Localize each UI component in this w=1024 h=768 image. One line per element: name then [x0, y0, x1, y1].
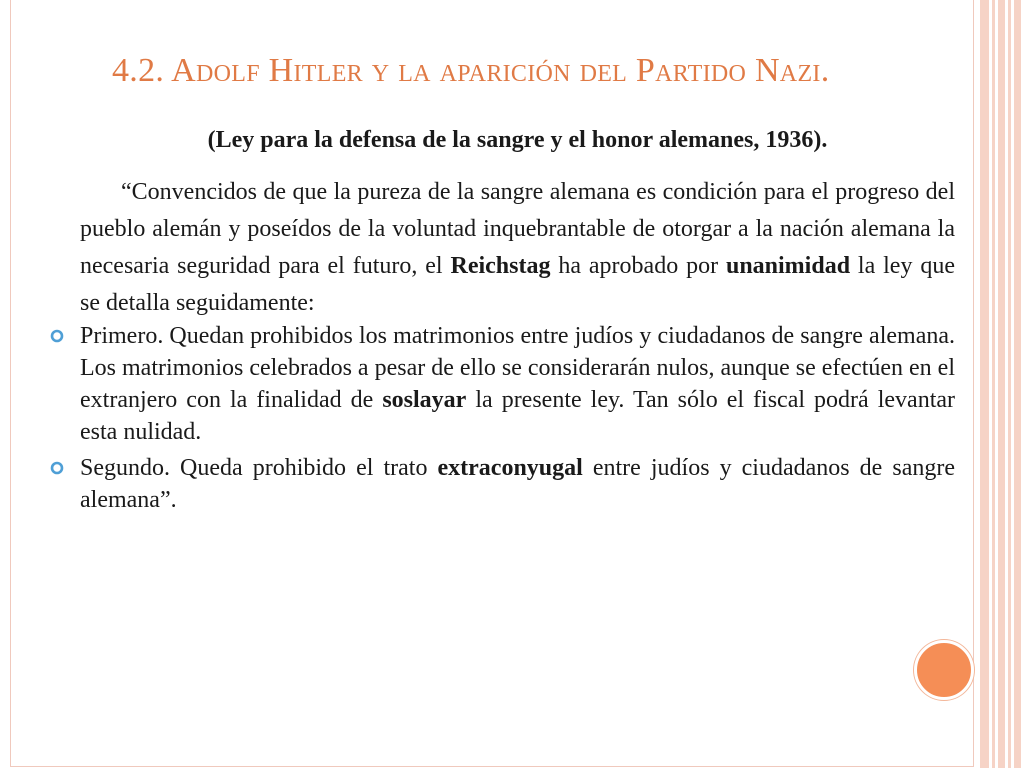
bullet-bold-term: soslayar: [382, 387, 467, 413]
bullet-text: entre judíos y ciudadanos de sangre alemana”.: [80, 455, 955, 513]
bullet-item-segundo: [50, 452, 955, 516]
decorative-stripes: [980, 0, 1024, 768]
orange-circle-decoration: [914, 640, 974, 700]
intro-text: ha aprobado por: [550, 253, 726, 279]
intro-text: la ley que se detalla seguidamente:: [80, 253, 956, 316]
intro-paragraph: [80, 174, 955, 322]
intro-bold-term: Reichstag: [450, 253, 551, 279]
bullet-list: [50, 320, 955, 521]
stripe: [998, 0, 1005, 768]
stripe: [1008, 0, 1011, 768]
stripe: [980, 0, 989, 768]
ring-bullet-icon: [50, 329, 64, 343]
stripe: [1014, 0, 1021, 768]
bullet-text: Segundo. Queda prohibido el trato: [80, 455, 438, 481]
bullet-bold-term: extraconyugal: [437, 455, 583, 481]
ring-bullet-icon: [50, 461, 64, 475]
bullet-text: Primero. Quedan prohibidos los matrimonios entre judíos y ciudadanos de sangre alemana. Los matrimonios celebrados a pesar de ello se considerarán nulos, aunque se efectúen en el extranjero con la finalidad de: [80, 323, 956, 413]
intro-bold-term: unanimidad: [725, 253, 851, 279]
bullet-item-primero: [50, 320, 955, 448]
law-subtitle: (Ley para la defensa de la sangre y el honor alemanes, 1936).: [207, 127, 828, 153]
stripe: [992, 0, 995, 768]
slide-title: 4.2. Adolf Hitler y la aparición del Partido Nazi.: [112, 52, 830, 89]
bullet-text: la presente ley. Tan sólo el fiscal podrá levantar esta nulidad.: [80, 387, 956, 445]
intro-text: “Convencidos de que la pureza de la sangre alemana es condición para el progreso del pueblo alemán y poseídos de la voluntad inquebrantable de otorgar a la nación alemana la necesaria seguridad para el futuro, el: [80, 179, 955, 279]
